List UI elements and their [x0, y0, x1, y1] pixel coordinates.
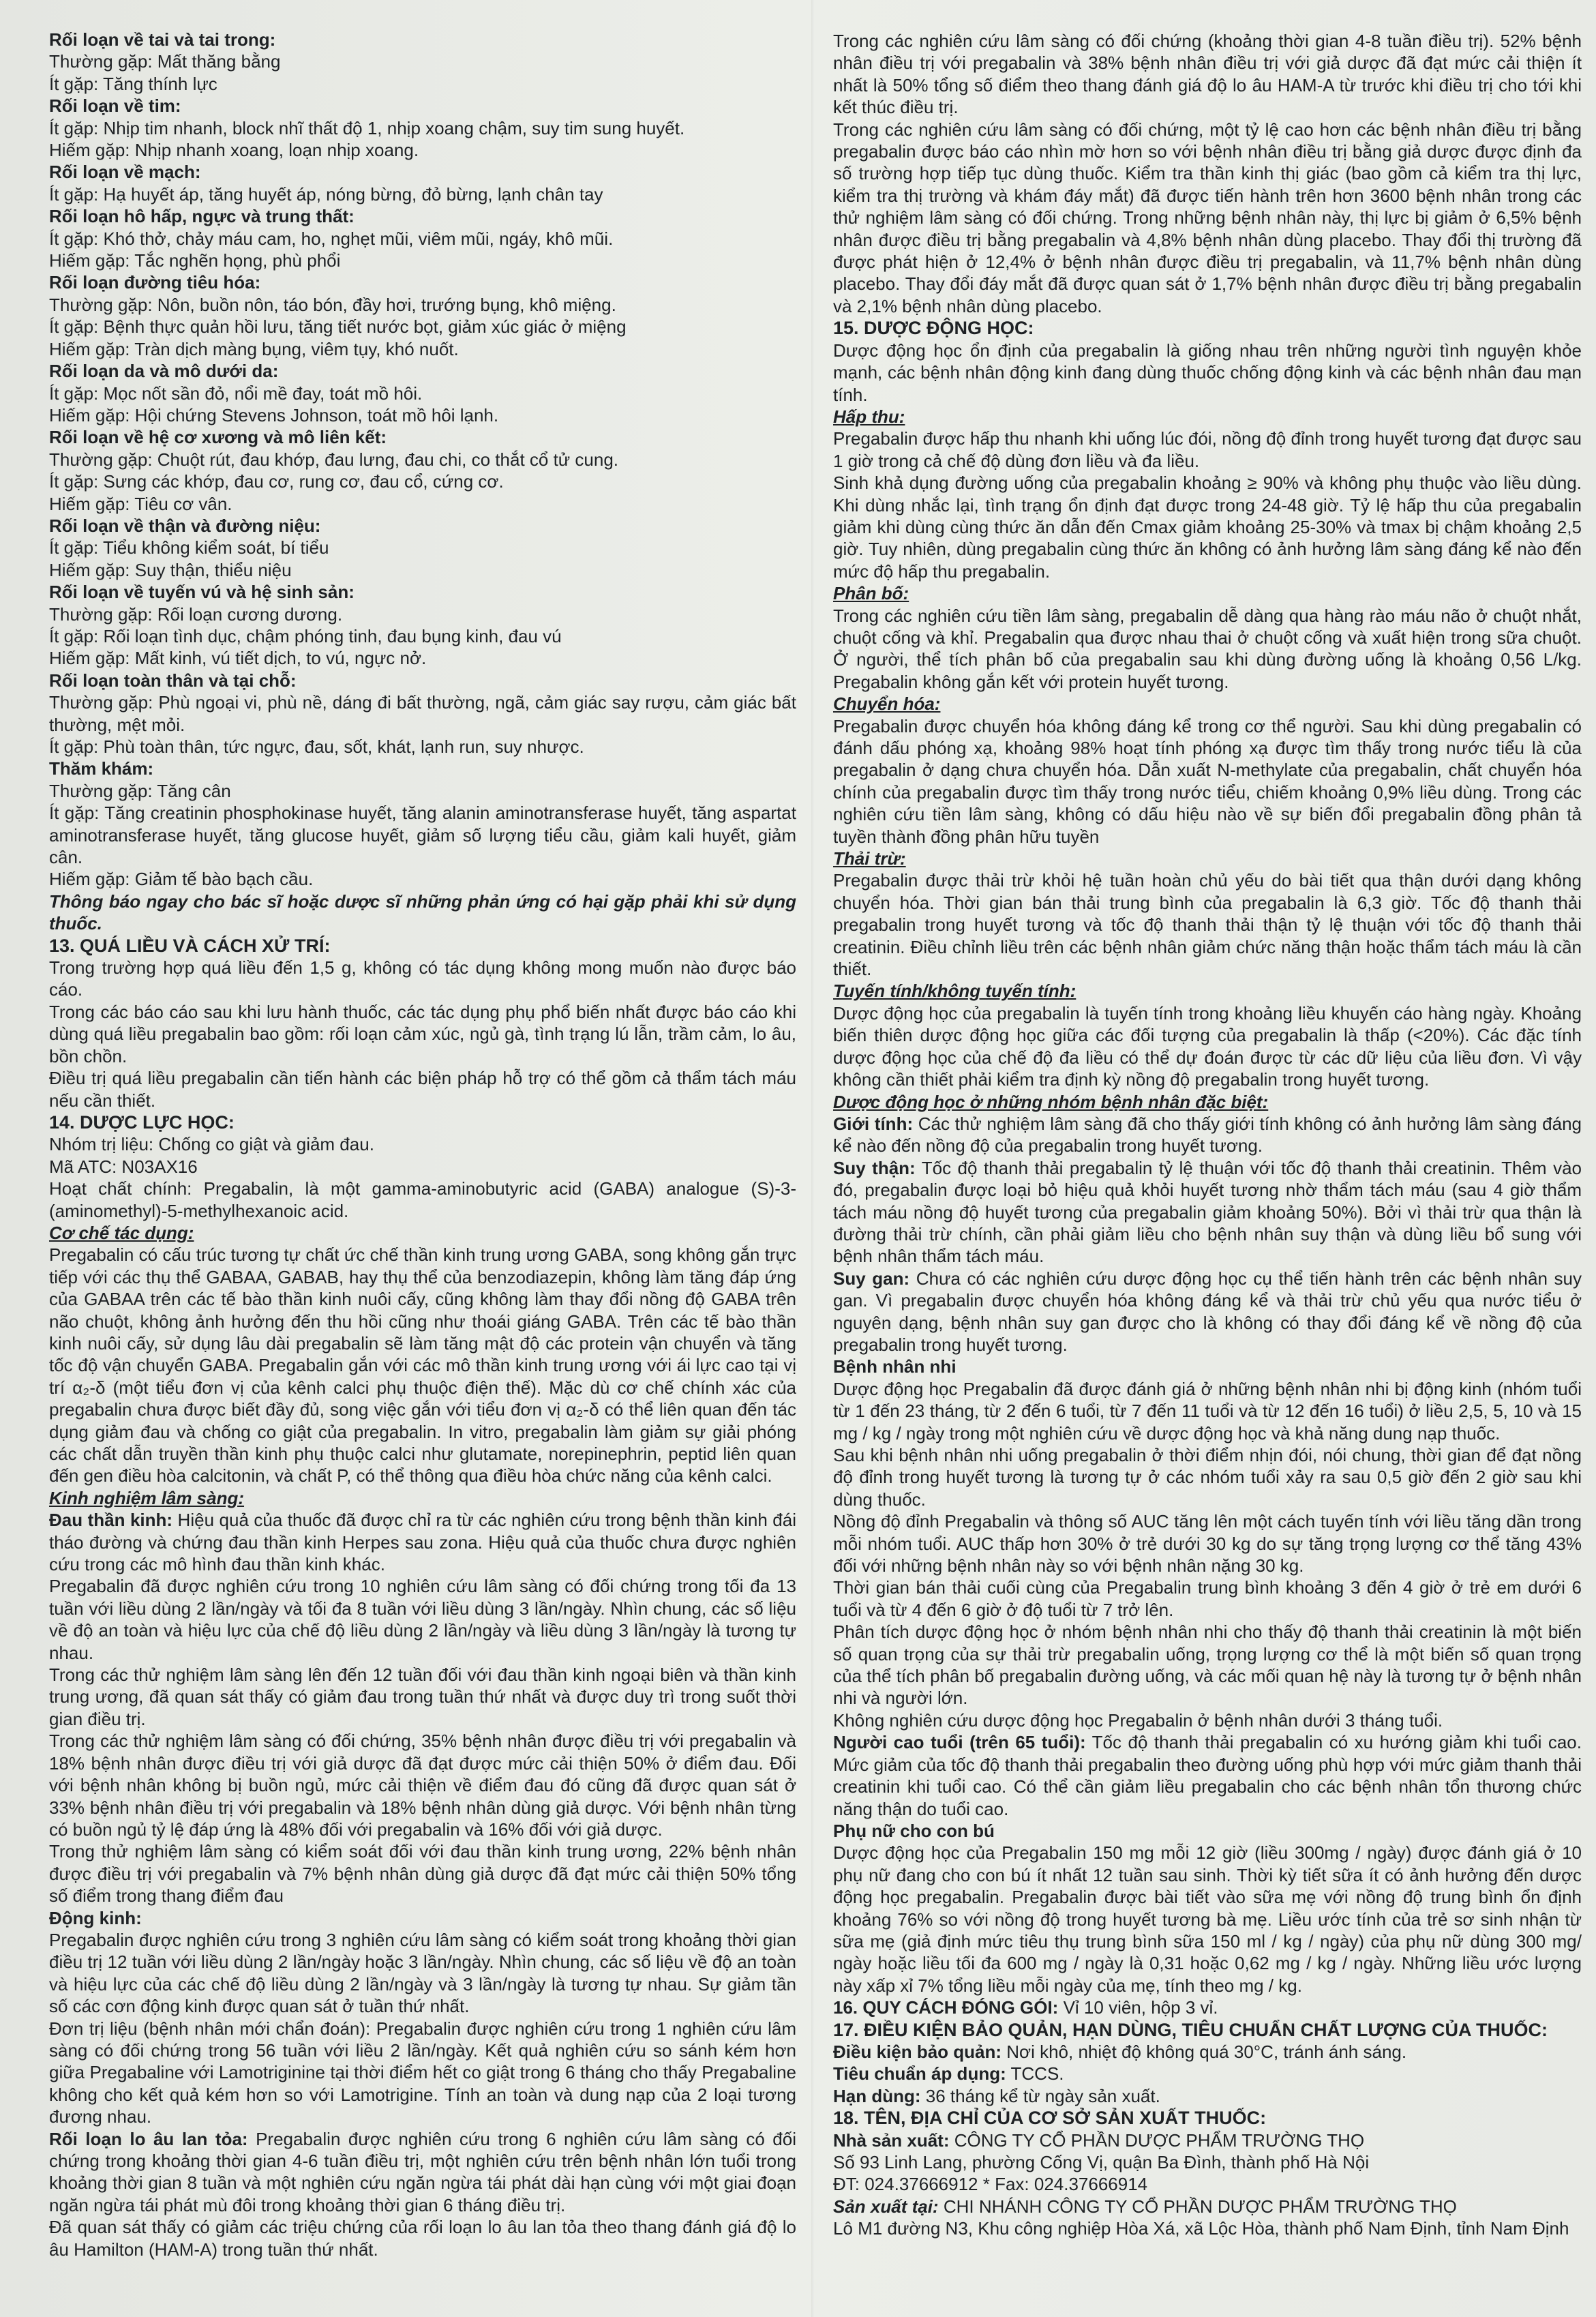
paragraph: Hiếm gặp: Hội chứng Stevens Johnson, toát mồ hôi lạnh. — [49, 404, 499, 425]
subheading: Rối loạn về thận và đường niệu: — [49, 515, 321, 536]
paragraph: Ít gặp: Khó thở, chảy máu cam, ho, nghẹt mũi, viêm mũi, ngáy, khô mũi. — [49, 228, 614, 249]
paragraph: Trong các thử nghiệm lâm sàng lên đến 12 tuần đối với đau thần kinh ngoại biên và thần kinh trung ương, đã quan sát thấy có giảm đau trong tuần thứ nhất và được duy trì trong suốt thời gian điều trị. — [49, 1664, 796, 1729]
labeled-paragraph — [833, 1268, 1582, 1356]
paragraph: Thường gặp: Rối loạn cương dương. — [49, 603, 343, 625]
labeled-paragraph — [833, 2085, 1582, 2107]
paragraph: Hiếm gặp: Suy thận, thiểu niệu — [49, 559, 292, 580]
inline-text: Tốc độ thanh thải pregabalin có xu hướng giảm khi tuổi cao. Mức giảm của tốc độ thanh thải pregabalin theo đường uống phù hợp với mức giảm thanh thải creatinin khi tuổi cao. Có thể cần giảm liều pregabalin cho các bệnh nhân tổn thương chức năng thận do tuổi cao. — [833, 1732, 1582, 1819]
subheading: Rối loạn về hệ cơ xương và mô liên kết: — [49, 427, 387, 448]
labeled-paragraph — [833, 2196, 1582, 2217]
inline-text: Hiệu quả của thuốc đã được chỉ ra từ các nghiên cứu trong bệnh thần kinh đái tháo đường và chứng đau thần kinh Herpes sau zona. Hiệu quả của thuốc chưa được nghiên cứu trong các mô hình đau thần kinh khác. — [49, 1510, 796, 1575]
subsection-heading: Dược động học ở những nhóm bệnh nhân đặc biệt: — [833, 1091, 1269, 1112]
left-column — [49, 29, 796, 2260]
subsection-heading: Hấp thu: — [833, 406, 905, 427]
subsection-heading: Phân bố: — [833, 583, 909, 604]
paragraph: Pregabalin được hấp thu nhanh khi uống lúc đói, nồng độ đỉnh trong huyết tương đạt được sau 1 giờ trong cả chế độ dùng đơn liều và đa liều. — [833, 428, 1582, 471]
notice-text: Thông báo ngay cho bác sĩ hoặc dược sĩ những phản ứng có hại gặp phải khi sử dụng thuốc. — [49, 891, 796, 934]
subheading: Rối loạn toàn thân và tại chỗ: — [49, 670, 297, 691]
subheading: Rối loạn về tuyến vú và hệ sinh sản: — [49, 582, 355, 603]
paragraph: Thường gặp: Chuột rút, đau khớp, đau lưng, đau chi, co thắt cổ tử cung. — [49, 449, 619, 470]
inline-label: Giới tính: — [833, 1113, 914, 1134]
paragraph: Trong thử nghiệm lâm sàng có kiểm soát đối với đau thần kinh trung ương, 22% bệnh nhân được điều trị với pregabalin và 7% bệnh nhân dùng giả dược đã đạt mức cải thiện 50% tổng số điểm trong thang điểm đau — [49, 1841, 796, 1907]
paragraph: Ít gặp: Tiểu không kiểm soát, bí tiểu — [49, 537, 329, 558]
subheading: Rối loạn hô hấp, ngực và trung thất: — [49, 206, 355, 227]
paragraph: Ít gặp: Phù toàn thân, tức ngực, đau, sốt, khát, lạnh run, suy nhược. — [49, 736, 584, 757]
inline-text: Pregabalin được nghiên cứu trong 6 nghiên cứu lâm sàng có đối chứng trong khoảng thời gian 4-6 tuần điều trị, một nghiên cứu trên bệnh nhân lớn tuổi trong khoảng thời gian 8 tuần và một nghiên cứu ngăn ngừa tái phát dài hạn cùng với một giai đoạn ngăn ngừa tái phát mù đôi trong khoảng thời gian 6 tháng điều trị. — [49, 2128, 796, 2215]
right-column — [833, 30, 1582, 2240]
labeled-paragraph — [833, 1157, 1582, 1268]
inline-label: Nhà sản xuất: — [833, 2129, 950, 2151]
paragraph: Hoạt chất chính: Pregabalin, là một gamma-aminobutyric acid (GABA) analogue (S)-3-(aminomethyl)-5-methylhexanoic acid. — [49, 1178, 796, 1221]
labeled-paragraph — [833, 1997, 1582, 2018]
paragraph: Ít gặp: Hạ huyết áp, tăng huyết áp, nóng bừng, đỏ bừng, lạnh chân tay — [49, 183, 603, 205]
subheading: Thăm khám: — [49, 758, 154, 779]
labeled-paragraph — [833, 2041, 1582, 2063]
inline-label: Suy gan: — [833, 1268, 910, 1289]
subheading: Động kinh: — [49, 1907, 142, 1928]
paragraph: Đã quan sát thấy có giảm các triệu chứng của rối loạn lo âu lan tỏa theo thang đánh giá độ lo âu Hamilton (HAM-A) trong tuần thứ nhất. — [49, 2217, 796, 2260]
paragraph: Thường gặp: Nôn, buồn nôn, táo bón, đầy hơi, trướng bụng, khô miệng. — [49, 294, 616, 315]
inline-label: Tiêu chuẩn áp dụng: — [833, 2063, 1006, 2084]
inline-label: Đau thần kinh: — [49, 1510, 173, 1531]
paragraph: Trong các báo cáo sau khi lưu hành thuốc, các tác dụng phụ phổ biến nhất được báo cáo khi dùng quá liều pregabalin bao gồm: rối loạn cảm xúc, ngủ gà, tình trạng lú lẫn, trầm cảm, lo âu, bồn chồn. — [49, 1001, 796, 1066]
inline-text: CHI NHÁNH CÔNG TY CỔ PHẦN DƯỢC PHẨM TRƯỜNG THỌ — [938, 2196, 1457, 2217]
subheading: Rối loạn da và mô dưới da: — [49, 361, 279, 382]
inline-label: Người cao tuổi (trên 65 tuổi): — [833, 1732, 1086, 1753]
paragraph: Sau khi bệnh nhân nhi uống pregabalin ở thời điểm nhịn đói, nói chung, thời gian để đạt nồng độ đỉnh trong huyết tương là tương tự ở các nhóm tuổi xảy ra sau 0,5 giờ đến 2 giờ sau khi dùng thuốc. — [833, 1445, 1582, 1510]
subheading: Rối loạn về tai và tai trong: — [49, 29, 276, 50]
labeled-paragraph — [833, 2063, 1582, 2084]
section-heading: 15. DƯỢC ĐỘNG HỌC: — [833, 318, 1034, 339]
paragraph: Hiếm gặp: Tràn dịch màng bụng, viêm tụy, khó nuốt. — [49, 338, 459, 359]
subheading: Bệnh nhân nhi — [833, 1356, 957, 1377]
subheading: Rối loạn về tim: — [49, 95, 181, 117]
subsection-heading: Chuyển hóa: — [833, 693, 941, 715]
labeled-paragraph — [49, 1509, 796, 1575]
paragraph: Sinh khả dụng đường uống của pregabalin khoảng ≥ 90% và không phụ thuộc vào liều dùng. Khi dùng nhắc lại, tình trạng ổn định đạt được trong 24-48 giờ. Tỷ lệ hấp thu của pregabalin giảm khi dùng cùng thức ăn dẫn đến Cmax giảm khoảng 25-30% và tmax bị chậm khoảng 2,5 giờ. Tuy nhiên, dùng pregabalin cùng thức ăn không có ảnh hưởng lâm sàng đáng kể nào đến mức độ hấp thu pregabalin. — [833, 473, 1582, 582]
paragraph: Trong các nghiên cứu tiền lâm sàng, pregabalin dễ dàng qua hàng rào máu não ở chuột nhắt, chuột cống và khỉ. Pregabalin qua được nhau thai ở chuột cống và xuất hiện trong sữa chuột. Ở người, thể tích phân bố của pregabalin sau khi dùng đường uống là khoảng 0,56 L/kg. Pregabalin không gắn kết với protein huyết tương. — [833, 605, 1582, 692]
paragraph: Trong các nghiên cứu lâm sàng có đối chứng, một tỷ lệ cao hơn các bệnh nhân điều trị bằng pregabalin được báo cáo nhìn mờ hơn so với bệnh nhân điều trị bằng giả dược được định đa số trường hợp tiếp tục dùng thuốc. Kiểm tra thần kinh thị giác (bao gồm cả kiểm tra thị lực, kiểm tra thị trường và khám đáy mắt) đã được tiến hành trên hơn 3600 bệnh nhân trong các thử nghiệm lâm sàng có đối chứng. Trong những bệnh nhân này, thị lực bị giảm ở 6,5% bệnh nhân được điều trị bằng pregabalin và 4,8% bệnh nhân dùng placebo. Thay đổi thị trường đã được phát hiện ở 12,4% ở bệnh nhân được điều trị pregabalin, và 11,7% bệnh nhân dùng placebo. Thay đổi đáy mắt đã được quan sát ở 1,7% bệnh nhân được điều trị bằng pregabalin và 2,1% bệnh nhân dùng placebo. — [833, 119, 1582, 316]
paragraph: Ít gặp: Mọc nốt sần đỏ, nổi mề đay, toát mồ hôi. — [49, 383, 423, 404]
paragraph: Dược động học của pregabalin là tuyến tính trong khoảng liều khuyến cáo hàng ngày. Khoảng biến thiên dược động học giữa các đối tượng của pregabalin là thấp (<20%). Các đặc tính dược động học của chế độ đa liều có thể dự đoán được từ các dữ liệu của liều đơn. Vì vậy không cần thiết phải kiểm tra định kỳ nồng độ pregabalin trong huyết tương. — [833, 1002, 1582, 1090]
inline-text: CÔNG TY CỔ PHẦN DƯỢC PHẨM TRƯỜNG THỌ — [949, 2129, 1365, 2151]
paragraph: Hiếm gặp: Tiêu cơ vân. — [49, 493, 232, 514]
labeled-paragraph — [833, 2129, 1582, 2151]
paragraph: Ít gặp: Nhịp tim nhanh, block nhĩ thất độ 1, nhịp xoang chậm, suy tim sung huyết. — [49, 117, 685, 138]
section-heading: 14. DƯỢC LỰC HỌC: — [49, 1111, 235, 1133]
inline-text: Chưa có các nghiên cứu dược động học cụ thể tiến hành trên các bệnh nhân suy gan. Vì pregabalin được chuyển hóa không đáng kể và thải trừ chủ yếu qua nước tiểu ở nguyên dạng, bệnh nhân suy gan được cho là không có thay đổi đáng kể về nồng độ của pregabalin trong huyết tương. — [833, 1268, 1582, 1355]
inline-label: Sản xuất tại: — [833, 2196, 939, 2217]
paragraph: Nhóm trị liệu: Chống co giật và giảm đau. — [49, 1134, 374, 1155]
paragraph: Ít gặp: Sưng các khớp, đau cơ, rung cơ, đau cổ, cứng cơ. — [49, 471, 504, 492]
section-heading: 17. ĐIỀU KIỆN BẢO QUẢN, HẠN DÙNG, TIÊU CHUẨN CHẤT LƯỢNG CỦA THUỐC: — [833, 2019, 1548, 2040]
section-heading: 13. QUÁ LIỀU VÀ CÁCH XỬ TRÍ: — [49, 935, 331, 956]
paragraph: Hiếm gặp: Giảm tế bào bạch cầu. — [49, 869, 314, 890]
inline-label: Điều kiện bảo quản: — [833, 2041, 1002, 2062]
labeled-paragraph — [833, 1113, 1582, 1157]
paragraph: Thời gian bán thải cuối cùng của Pregabalin trung bình khoảng 3 đến 4 giờ ở trẻ em dưới 6 tuổi và từ 4 đến 6 giờ ở độ tuổi từ 7 trở lên. — [833, 1577, 1582, 1620]
paragraph: Pregabalin được thải trừ khỏi hệ tuần hoàn chủ yếu do bài tiết qua thận dưới dạng không chuyển hóa. Thời gian bán thải trung bình của pregabalin là 6,3 giờ. Tốc độ thanh thải pregabalin trong huyết tương và tốc độ thanh thải thận tỷ lệ thuận với tốc độ thanh thải creatinin. Điều chỉnh liều trên các bệnh nhân giảm chức năng thận hoặc thẩm tách máu là cần thiết. — [833, 870, 1582, 980]
paragraph: Hiếm gặp: Tắc nghẽn họng, phù phổi — [49, 250, 341, 271]
paragraph: Hiếm gặp: Mất kinh, vú tiết dịch, to vú, ngực nở. — [49, 648, 427, 669]
inline-text: Vỉ 10 viên, hộp 3 vỉ. — [1058, 1997, 1218, 2018]
paragraph: Phân tích dược động học ở nhóm bệnh nhân nhi cho thấy độ thanh thải creatinin là một biến số quan trọng của sự thải trừ pregabalin uống, trọng lượng cơ thể là một biến số quan trọng của thể tích phân bố pregabalin đường uống, và các mối quan hệ này là tương tự ở bệnh nhân nhi và người lớn. — [833, 1621, 1582, 1709]
paragraph: Pregabalin có cấu trúc tương tự chất ức chế thần kinh trung ương GABA, song không gắn trực tiếp với các thụ thể GABAA, GABAB, hay thụ thể của benzodiazepin, không làm tăng đáp ứng của GABAA trên các tế bào thần kinh nuôi cấy, cũng không làm thay đổi nồng độ GABA trên não chuột, không ảnh hưởng đến thu hồi cũng như thoái giáng GABA. Trên các tế bào thần kinh nuôi cấy, sử dụng lâu dài pregabalin sẽ làm tăng mật độ các protein vận chuyển và tăng tốc độ vận chuyển GABA. Pregabalin gắn với các mô thần kinh trung ương với ái lực cao tại vị trí α₂-δ (một tiểu đơn vị của kênh calci phụ thuộc điện thế). Mặc dù cơ chế chính xác của pregabalin chưa được biết đầy đủ, song việc gắn với tiểu đơn vị α₂-δ có thể liên quan đến tác dụng giảm đau và chống co giật của pregabalin. In vitro, pregabalin làm giảm sự giải phóng các chất dẫn truyền thần kinh phụ thuộc calci như glutamate, norepinephrin, peptid liên quan đến gen điều hòa calcitonin, và chất P, có thể thông qua điều hòa chức năng của kênh calci. — [49, 1244, 796, 1486]
section-heading: 18. TÊN, ĐỊA CHỈ CỦA CƠ SỞ SẢN XUẤT THUỐC: — [833, 2108, 1267, 2129]
paragraph: Dược động học ổn định của pregabalin là giống nhau trên những người tình nguyện khỏe mạnh, các bệnh nhân động kinh đang dùng thuốc chống động kinh và các bệnh nhân đau mạn tính. — [833, 340, 1582, 405]
labeled-paragraph — [833, 1731, 1582, 1820]
paragraph: Thường gặp: Mất thăng bằng — [49, 51, 281, 72]
subsection-heading: Cơ chế tác dụng: — [49, 1222, 194, 1243]
paragraph: Ít gặp: Tăng creatinin phosphokinase huyết, tăng alanin aminotransferase huyết, tăng aspartat aminotransferase huyết, tăng glucose huyết, giảm số lượng tiểu cầu, giảm kali huyết, giảm cân. — [49, 803, 796, 868]
inline-label: Suy thận: — [833, 1157, 916, 1178]
paragraph: Nồng độ đỉnh Pregabalin và thông số AUC tăng lên một cách tuyến tính với liều tăng dần trong mỗi nhóm tuổi. AUC thấp hơn 30% ở trẻ dưới 30 kg do sự tăng trọng lượng cơ thể tăng 43% đối với những bệnh nhân này so với bệnh nhân nặng 30 kg. — [833, 1511, 1582, 1576]
inline-text: Nơi khô, nhiệt độ không quá 30°C, tránh ánh sáng. — [1002, 2041, 1407, 2062]
paragraph: Đơn trị liệu (bệnh nhân mới chẩn đoán): Pregabalin được nghiên cứu trong 1 nghiên cứu lâm sàng có đối chứng trong 56 tuần với liều 2 lần/ngày. Kết quả nghiên cứu so sánh kém hơn giữa Pregabaline với Lamotriginine tại thời điểm hết co giật trong 6 tháng cho thấy Pregabaline không cho kết quả kém hơn so với Lamotrigine. Tính an toàn và dung nạp của 2 loại tương đương nhau. — [49, 2018, 796, 2127]
paragraph: Điều trị quá liều pregabalin cần tiến hành các biện pháp hỗ trợ có thể gồm cả thẩm tách máu nếu cần thiết. — [49, 1068, 796, 1111]
subsection-heading: Thải trừ: — [833, 848, 906, 869]
subheading: Rối loạn về mạch: — [49, 162, 201, 183]
paragraph: Trong trường hợp quá liều đến 1,5 g, không có tác dụng không mong muốn nào được báo cáo. — [49, 957, 796, 1000]
subsection-heading: Tuyến tính/không tuyến tính: — [833, 981, 1076, 1002]
paragraph: Không nghiên cứu dược động học Pregabalin ở bệnh nhân dưới 3 tháng tuổi. — [833, 1709, 1443, 1731]
paragraph: Số 93 Linh Lang, phường Cống Vị, quận Ba Đình, thành phố Hà Nội — [833, 2152, 1370, 2172]
paragraph: Trong các nghiên cứu lâm sàng có đối chứng (khoảng thời gian 4-8 tuần điều trị). 52% bệnh nhân điều trị với pregabalin và 38% bệnh nhân điều trị với giả dược đã đạt mức cải thiện ít nhất là 50% tổng số điểm theo thang đánh giá độ lo âu HAM-A từ trước khi điều trị cho tới khi kết thúc điều trị. — [833, 31, 1582, 118]
paragraph: ĐT: 024.37666912 * Fax: 024.37666914 — [833, 2174, 1148, 2195]
paragraph: Pregabalin đã được nghiên cứu trong 10 nghiên cứu lâm sàng có đối chứng trong tối đa 13 tuần với liều dùng 2 lần/ngày và tối đa 8 tuần với liều dùng 3 lần/ngày. Nhìn chung, các số liệu về độ an toàn và hiệu lực của chế độ liều dùng 2 lần/ngày và liều dùng 3 lần/ngày là tương tự nhau. — [49, 1576, 796, 1663]
paragraph: Ít gặp: Tăng thính lực — [49, 73, 217, 94]
inline-text: 36 tháng kể từ ngày sản xuất. — [920, 2085, 1160, 2106]
paragraph: Ít gặp: Bệnh thực quản hồi lưu, tăng tiết nước bọt, giảm xúc giác ở miệng — [49, 316, 627, 338]
paragraph: Pregabalin được nghiên cứu trong 3 nghiên cứu lâm sàng có kiểm soát trong khoảng thời gian điều trị 12 tuần với liều dùng 2 lần/ngày hoặc 3 lần/ngày. Nhìn chung, các số liệu về độ an toàn và hiệu lực của các chế độ liều dùng 2 lần/ngày và 3 lần/ngày là tương tự nhau. Sự giảm tần số các cơn động kinh được quan sát ở tuần thứ nhất. — [49, 1929, 796, 2017]
paragraph: Pregabalin được chuyển hóa không đáng kể trong cơ thể người. Sau khi dùng pregabalin có đánh dấu phóng xạ, khoảng 98% hoạt tính phóng xạ được tìm thấy trong nước tiểu là của pregabalin ở dạng chưa chuyển hóa. Dẫn xuất N-methylate của pregabalin, chất chuyển hóa chính của pregabalin được tìm thấy trong nước tiểu, chiếm khoảng 0,9% liều dùng. Trong các nghiên cứu tiền lâm sàng, không có dấu hiệu nào về sự biến đổi pregabalin đồng phân tả tuyền thành đồng phân hữu tuyền — [833, 715, 1582, 847]
subheading: Rối loạn đường tiêu hóa: — [49, 272, 261, 293]
inline-text: Các thử nghiệm lâm sàng đã cho thấy giới tính không có ảnh hưởng lâm sàng đáng kể nào đến nồng độ của pregabalin trong huyết tương. — [833, 1113, 1582, 1156]
inline-label: Rối loạn lo âu lan tỏa: — [49, 2128, 248, 2149]
paragraph: Dược động học Pregabalin đã được đánh giá ở những bệnh nhân nhi bị động kinh (nhóm tuổi từ 1 đến 23 tháng, từ 2 đến 6 tuổi, từ 7 đến 11 tuổi và từ 12 đến 16 tuổi) ở liều 2,5, 5, 10 và 15 mg / kg / ngày trong một nghiên cứu về dược động học và khả năng dung nạp thuốc. — [833, 1378, 1582, 1444]
labeled-paragraph — [49, 2128, 796, 2217]
paragraph: Thường gặp: Phù ngoại vi, phù nề, dáng đi bất thường, ngã, cảm giác say rượu, cảm giác bất thường, mệt mỏi. — [49, 692, 796, 735]
page-fold — [811, 0, 814, 2317]
paragraph: Dược động học của Pregabalin 150 mg mỗi 12 giờ (liều 300mg / ngày) được đánh giá ở 10 phụ nữ đang cho con bú ít nhất 12 tuần sau sinh. Thời kỳ tiết sữa ít có ảnh hưởng đến dược động học pregabalin. Pregabalin được bài tiết vào sữa mẹ với nồng độ trung bình ổn định khoảng 76% so với nồng độ trong huyết tương bà mẹ. Liều ước tính của trẻ sơ sinh nhận từ sữa mẹ (giả định mức tiêu thụ trung bình sữa 150 ml / kg / ngày) của phụ nữ dùng 300 mg/ ngày hoặc liều tối đa 600 mg / ngày là 0,31 hoặc 0,62 mg / kg / ngày. Những liều ước lượng này xấp xỉ 7% tổng liều mỗi ngày của mẹ, tính theo mg / kg. — [833, 1842, 1582, 1996]
paragraph: Mã ATC: N03AX16 — [49, 1156, 198, 1177]
subheading: Phụ nữ cho con bú — [833, 1820, 995, 1841]
paragraph: Hiếm gặp: Nhịp nhanh xoang, loạn nhịp xoang. — [49, 140, 419, 161]
inline-text: TCCS. — [1006, 2063, 1064, 2084]
inline-label: 16. QUY CÁCH ĐÓNG GÓI: — [833, 1997, 1059, 2018]
paragraph: Thường gặp: Tăng cân — [49, 780, 231, 801]
paragraph: Ít gặp: Rối loạn tình dục, chậm phóng tinh, đau bụng kinh, đau vú — [49, 625, 562, 646]
paragraph: Lô M1 đường N3, Khu công nghiệp Hòa Xá, xã Lộc Hòa, thành phố Nam Định, tỉnh Nam Định — [833, 2218, 1569, 2239]
inline-text: Tốc độ thanh thải pregabalin tỷ lệ thuận với tốc độ thanh thải creatinin. Thêm vào đó, pregabalin được loại bỏ hiệu quả khỏi huyết tương nhờ thẩm tách máu (sau 4 giờ thẩm tách máu nồng độ huyết tương của pregabalin giảm khoảng 50%). Bởi vì thải trừ qua thận là đường thải trừ chính, cần phải giảm liều cho bệnh nhân suy thận và dùng liều bổ sung với bệnh nhân thẩm tách máu. — [833, 1157, 1582, 1267]
subsection-heading: Kinh nghiệm lâm sàng: — [49, 1487, 245, 1508]
inline-label: Hạn dùng: — [833, 2085, 921, 2106]
paragraph: Trong các thử nghiệm lâm sàng có đối chứng, 35% bệnh nhân được điều trị với pregabalin và 18% bệnh nhân được điều trị với giả dược đã đạt được mức cải thiện 50% ở điểm đau. Đối với bệnh nhân không bị buồn ngủ, mức cải thiện về điểm đau đó cũng đã được quan sát ở 33% bệnh nhân điều trị với pregabalin và 18% bệnh nhân dùng giả dược. Với bệnh nhân từng có buồn ngủ tỷ lệ đáp ứng là 48% đối với pregabalin và 16% đối với giả dược. — [49, 1731, 796, 1840]
